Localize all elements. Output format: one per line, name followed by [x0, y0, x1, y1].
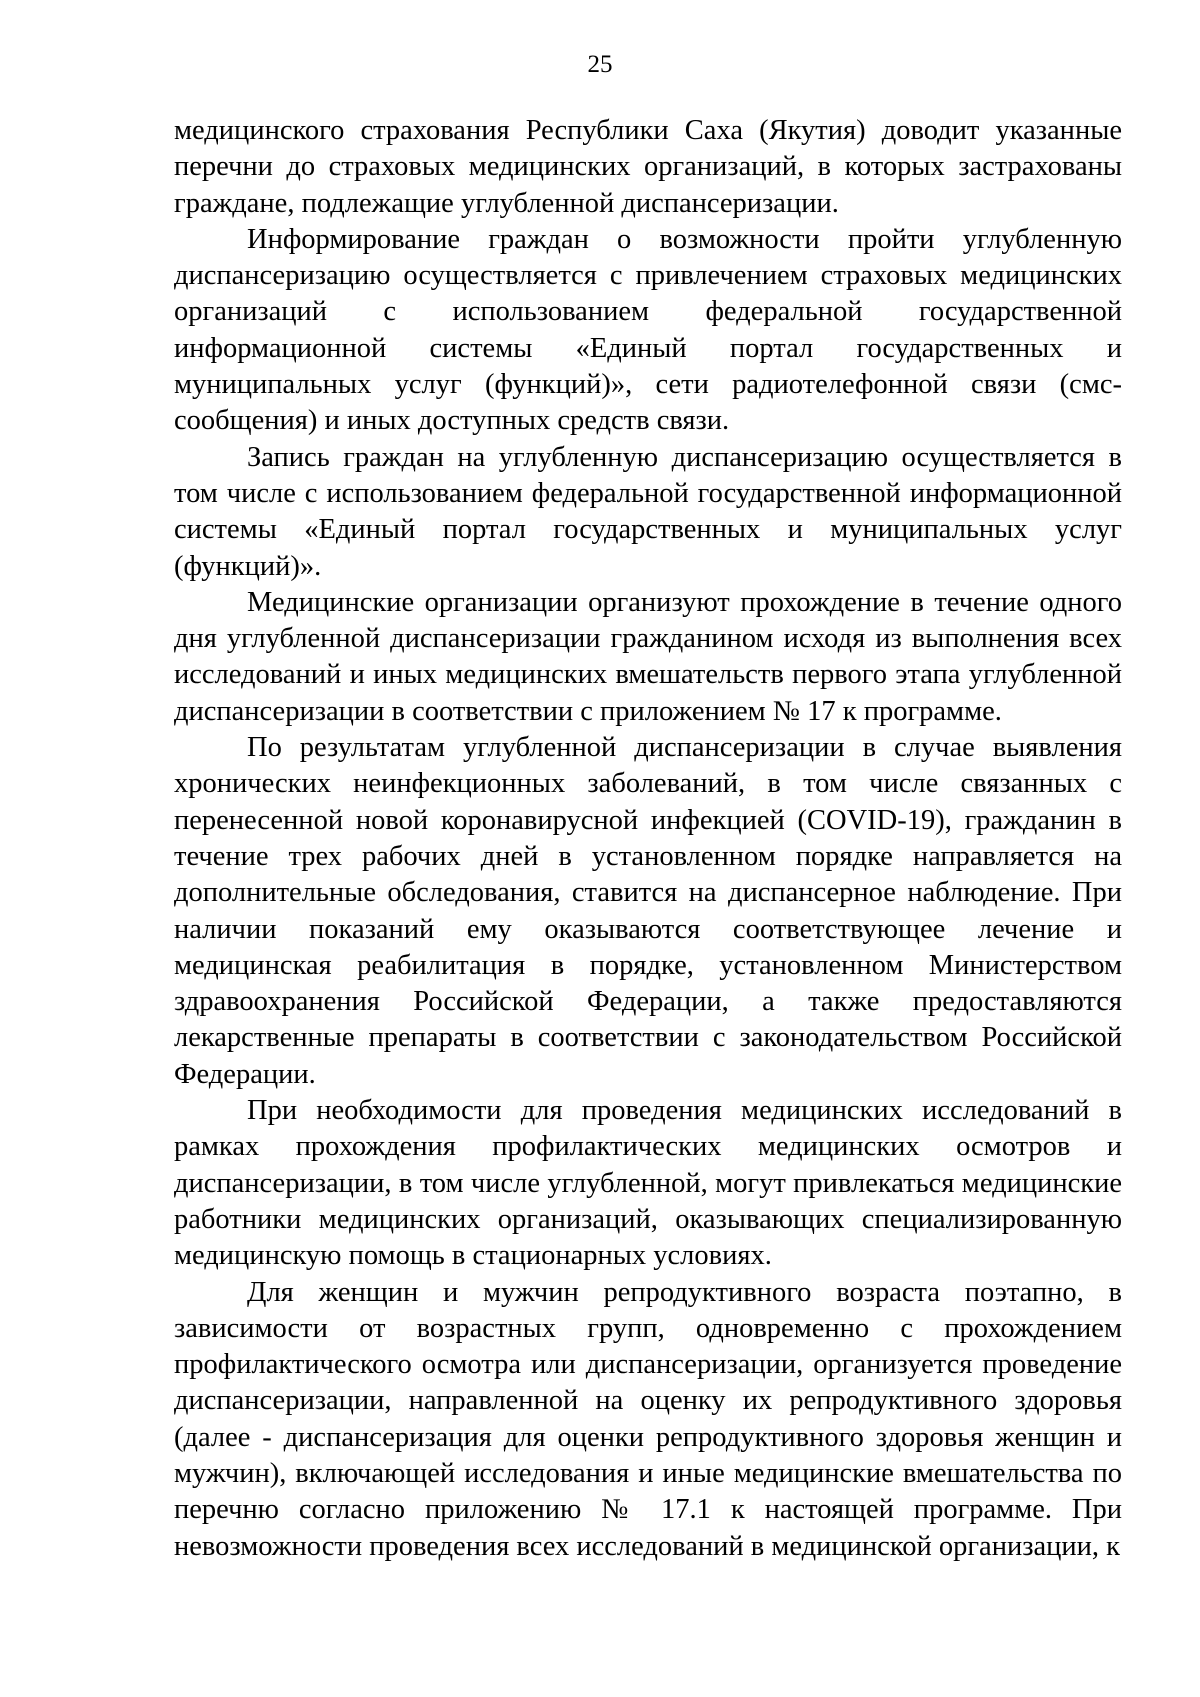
paragraph-continuation: медицинского страхования Республики Саха (Якутия) доводит указанные перечни до страховых медицинских организаций, в которых застрахованы граждане, подлежащие углубленной диспансеризации.: [174, 115, 1122, 219]
paragraph-one-day-organization: Медицинские организации организуют прохождение в течение одного дня углубленной диспансеризации гражданином исходя из выполнения всех исследований и иных медицинских вмешательств первого этапа углубленной диспансеризации в соответствии с приложением № 17 к программе.: [174, 586, 1122, 727]
paragraph-reproductive-health: Для женщин и мужчин репродуктивного возраста поэтапно, в зависимости от возрастных групп, одновременно с прохождением профилактического осмотра или диспансеризации, организуется проведение диспансеризации, направленной на оценку их репродуктивного здоровья (далее - диспансеризация для оценки репродуктивного здоровья женщин и мужчин), включающей исследования и иные медицинские вмешательства по перечню согласно приложению № 17.1 к настоящей программе. При невозможности проведения всех исследований в медицинской организации, к: [174, 1276, 1122, 1562]
paragraph-registration: Запись граждан на углубленную диспансеризацию осуществляется в том числе с использованием федеральной государственной информационной системы «Единый портал государственных и муниципальных услуг (функций)».: [174, 441, 1122, 582]
paragraph-informing-citizens: Информирование граждан о возможности пройти углубленную диспансеризацию осуществляется с привлечением страховых медицинских организаций с использованием федеральной государственной информационной системы «Единый портал государственных и муниципальных услуг (функций)», сети радиотелефонной связи (смс-сообщения) и иных доступных средств связи.: [174, 223, 1122, 437]
paragraph-results: По результатам углубленной диспансеризации в случае выявления хронических неинфекционных заболеваний, в том числе связанных с перенесенной новой коронавирусной инфекцией (COVID-19), гражданин в течение трех рабочих дней в установленном порядке направляется на дополнительные обследования, ставится на диспансерное наблюдение. При наличии показаний ему оказываются соответствующее лечение и медицинская реабилитация в порядке, установленном Министерством здравоохранения Российской Федерации, а также предоставляются лекарственные препараты в соответствии с законодательством Российской Федерации.: [174, 732, 1122, 1090]
page-number: 25: [587, 51, 613, 78]
paragraph-specialized-workers: При необходимости для проведения медицинских исследований в рамках прохождения профилактических медицинских осмотров и диспансеризации, в том числе углубленной, могут привлекаться медицинские работники медицинских организаций, оказывающих специализированную медицинскую помощь в стационарных условиях.: [174, 1095, 1122, 1272]
document-body: [174, 113, 1122, 1565]
